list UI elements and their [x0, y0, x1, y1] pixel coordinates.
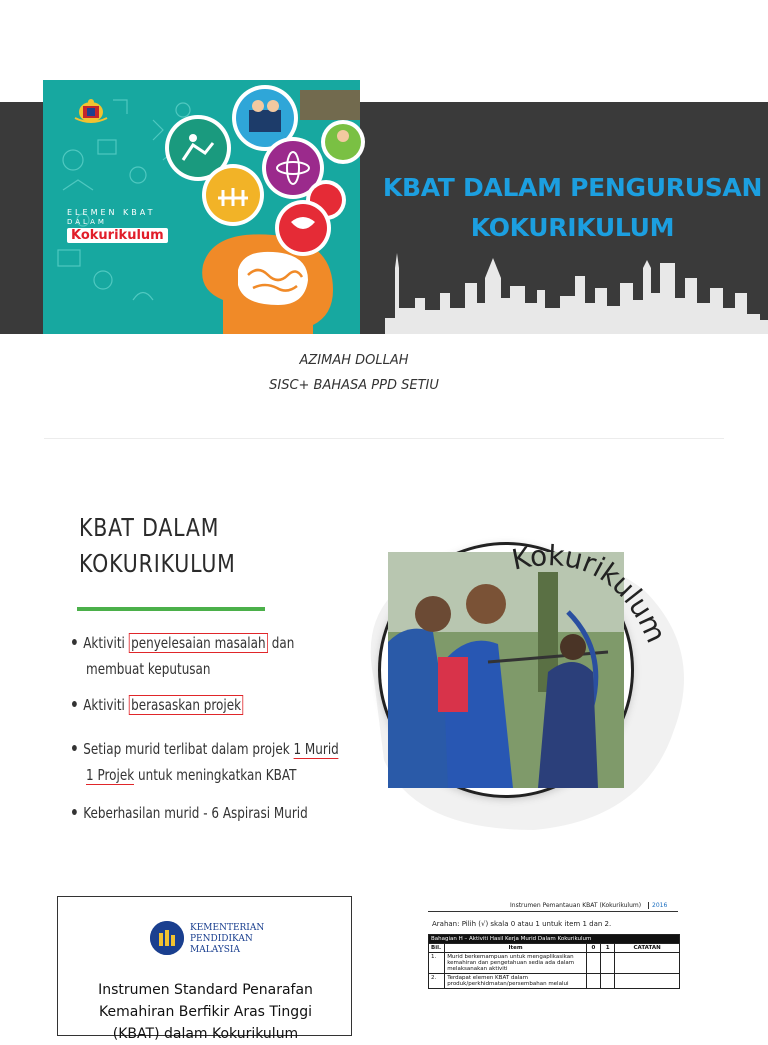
- slide2-title: [79, 510, 236, 582]
- slide2-title-line2: KOKURIKULUM: [79, 549, 236, 578]
- title-underline: [77, 607, 265, 611]
- city-skyline: [385, 248, 768, 334]
- monitoring-instrument-card: [420, 896, 690, 1036]
- kbat-slide: [44, 440, 724, 850]
- checkbox-cell[interactable]: [601, 974, 615, 989]
- slide1-title: [380, 168, 765, 248]
- bullet-item-1-cont: membuat keputusan: [86, 660, 211, 678]
- table-row: 2. Terdapat elemen KBAT dalam produk/perkhidmatan/persembahan melalui: [429, 974, 680, 989]
- cover-image: [43, 80, 360, 334]
- slide1-title-line2: KOKURIKULUM: [470, 213, 675, 242]
- bullet-item-3-cont: 1 Projek untuk meningkatkan KBAT: [86, 766, 297, 784]
- instrument-title: Instrumen Standard Penarafan Kemahiran Berfikir Aras Tinggi (KBAT) dalam Kokurikulum: [98, 982, 313, 1042]
- instrument-header: Instrumen Pemantauan KBAT (Kokurikulum): [510, 902, 642, 909]
- curved-kokurikulum-label: [344, 500, 704, 760]
- col-0: 0: [586, 944, 600, 953]
- header-rule: [428, 911, 678, 912]
- bullet-dot-icon: [72, 639, 77, 645]
- highlight-underline: 1 Projek: [86, 766, 135, 784]
- checkbox-cell[interactable]: [586, 953, 600, 974]
- checkbox-cell[interactable]: [586, 974, 600, 989]
- activity-bubbles: [153, 80, 360, 250]
- svg-text:Kokurikulum: [509, 539, 673, 648]
- instruction-text: Arahan: Pilih (√) skala 0 atau 1 untuk item 1 dan 2.: [432, 920, 612, 928]
- author-name: AZIMAH DOLLAH: [299, 353, 409, 368]
- col-1: 1: [601, 944, 615, 953]
- col-bil: Bil.: [429, 944, 445, 953]
- section-header: Bahagian H – Aktiviti Hasil Kerja Murid Dalam Kokurikulum: [429, 935, 680, 944]
- bullet-item-3: Setiap murid terlibat dalam projek 1 Murid: [72, 736, 339, 762]
- kpm-logo-icon: [150, 921, 184, 955]
- slide2-title-line1: KBAT DALAM: [79, 513, 220, 542]
- cover-dalam-text: DALAM: [67, 218, 107, 226]
- bullet-item-2: Aktiviti berasaskan projek: [72, 692, 243, 718]
- archery-photo-group: [344, 500, 704, 840]
- cover-kokurikulum-text: Kokurikulum: [67, 228, 168, 243]
- bullet-item-1: Aktiviti penyelesaian masalah dan: [72, 630, 294, 656]
- bullet-dot-icon: [72, 809, 77, 815]
- slide-divider: [44, 438, 724, 439]
- slide1-title-line1: KBAT DALAM PENGURUSAN: [382, 173, 763, 202]
- instrument-cover-card: [57, 896, 352, 1042]
- bullet-item-4: Keberhasilan murid - 6 Aspirasi Murid: [72, 800, 308, 826]
- col-item: Item: [445, 944, 587, 953]
- highlight-box: berasaskan projek: [129, 695, 244, 715]
- table-row: 1. Murid berkemampuan untuk mengaplikasikan kemahiran dan pengetahuan sedia ada dalam melaksanakan aktiviti: [429, 953, 680, 974]
- kpm-wordmark: KEMENTERIAN PENDIDIKAN MALAYSIA: [190, 923, 265, 955]
- col-catatan: CATATAN: [615, 944, 680, 953]
- highlight-box: penyelesaian masalah: [129, 633, 268, 653]
- instrument-table: [428, 934, 680, 989]
- curved-label-text: Kokurikulum: [508, 539, 673, 648]
- author-block: [0, 348, 708, 398]
- bullet-dot-icon: [72, 701, 77, 707]
- author-role: SISC+ BAHASA PPD SETIU: [269, 378, 439, 393]
- cover-elemen-text: ELEMEN KBAT: [67, 208, 156, 217]
- checkbox-cell[interactable]: [601, 953, 615, 974]
- instrument-year: 2016: [648, 902, 667, 909]
- highlight-underline: 1 Murid: [293, 740, 339, 758]
- bullet-dot-icon: [72, 745, 77, 751]
